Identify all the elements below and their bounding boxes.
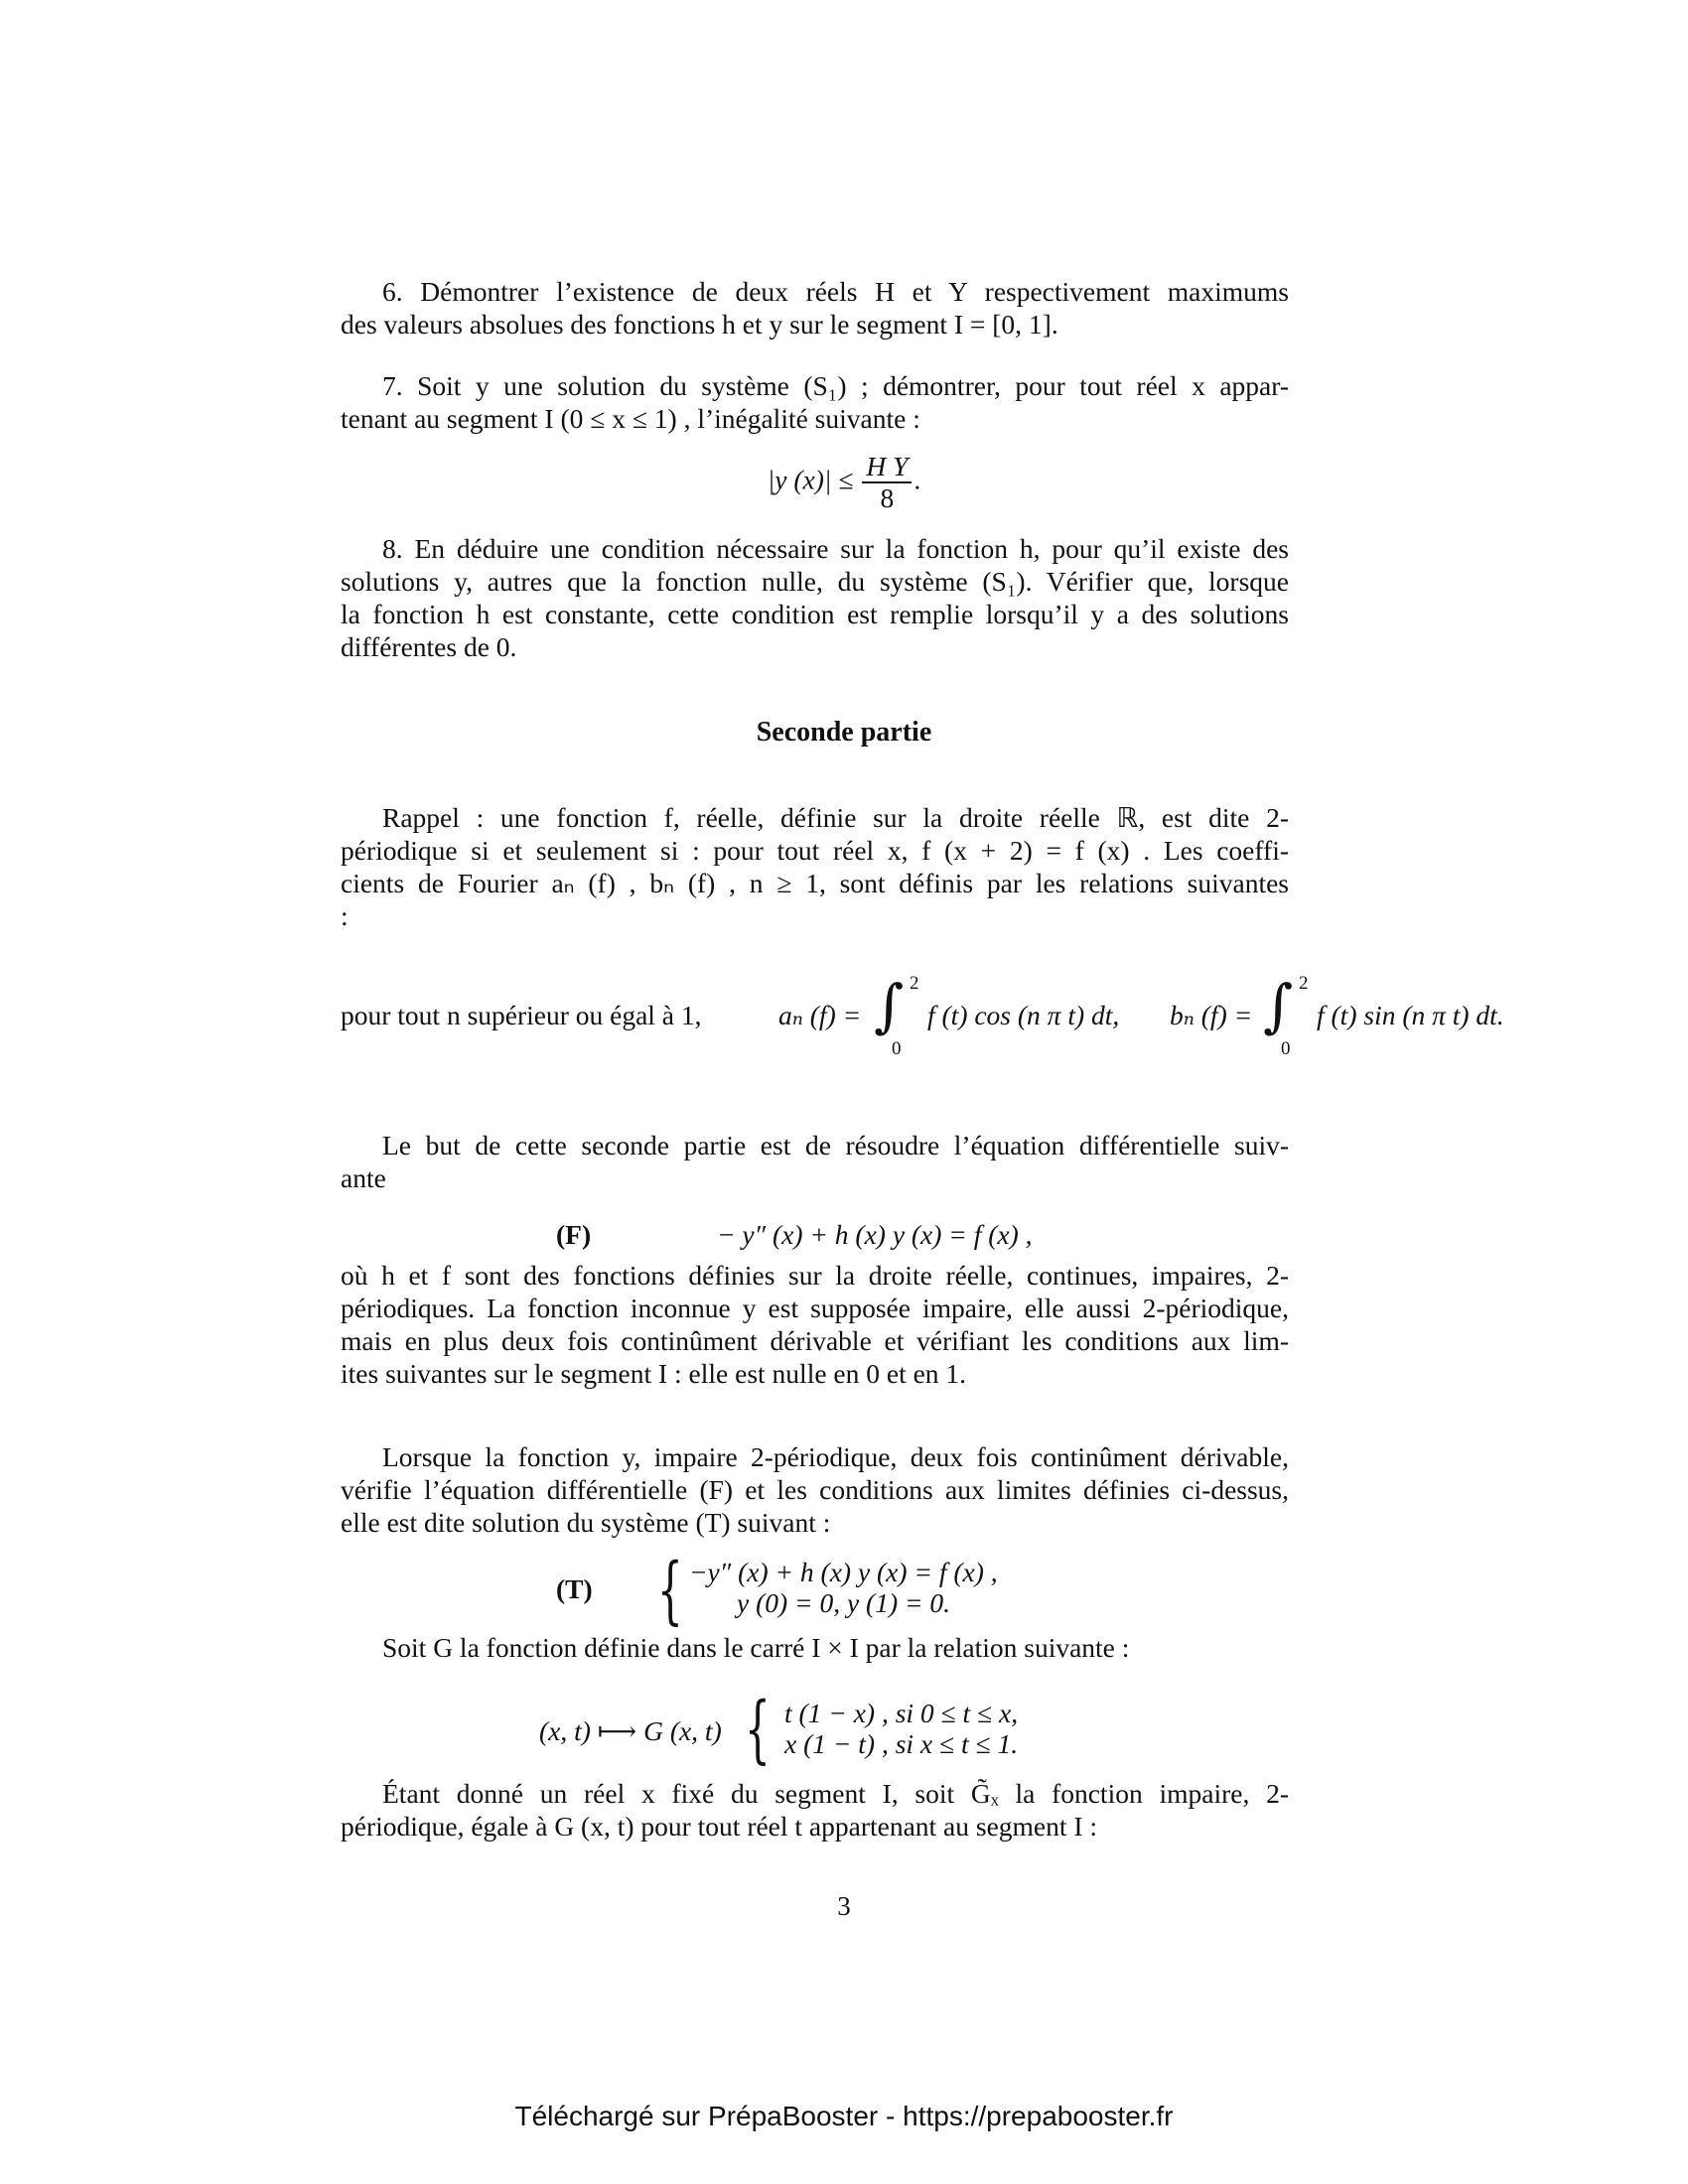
green-case-1: t (1 − x) , si 0 ≤ t ≤ x, bbox=[784, 1698, 1019, 1728]
download-footer: Téléchargé sur PrépaBooster - https://prepabooster.fr bbox=[514, 2101, 1174, 2131]
question-7 bbox=[341, 369, 1289, 435]
final-line-2: périodique, égale à G (x, t) pour tout réel t appartenant au segment I : bbox=[341, 1811, 1098, 1842]
green-map: (x, t) ⟼ G (x, t) bbox=[539, 1715, 722, 1746]
rappel-line-1: Rappel : une fonction f, réelle, définie sur la droite réelle ℝ, est dite 2- bbox=[382, 802, 1289, 833]
left-brace-icon: { bbox=[745, 1687, 771, 1772]
q8-line-1: 8. En déduire une condition nécessaire sur la fonction h, pour qu’il existe des bbox=[382, 533, 1289, 564]
green-intro: Soit G la fonction définie dans le carré I × I par la relation suivante : bbox=[382, 1632, 1130, 1663]
an-lhs: aₙ (f) = bbox=[778, 1000, 862, 1030]
fraction-denominator: 8 bbox=[880, 482, 895, 513]
integral-sign-bn: ∫ bbox=[1263, 972, 1294, 1039]
inequality-period: . bbox=[914, 464, 921, 495]
an-integrand: f (t) cos (n π t) dt, bbox=[927, 1000, 1120, 1030]
page-number: 3 bbox=[837, 1891, 851, 1921]
section-heading: Seconde partie bbox=[756, 717, 932, 748]
system-T-row-1: −y″ (x) + h (x) y (x) = f (x) , bbox=[689, 1557, 998, 1587]
bn-lhs: bₙ (f) = bbox=[1170, 1000, 1253, 1030]
system-T-row-2: y (0) = 0, y (1) = 0. bbox=[737, 1587, 951, 1618]
q6-line-2: des valeurs absolues des fonctions h et y sur le segment I = [0, 1]. bbox=[341, 309, 1058, 340]
inequality-lhs: |y (x)| ≤ bbox=[767, 464, 854, 495]
rappel-line-2: périodique si et seulement si : pour tout réel x, f (x + 2) = f (x) . Les coeffi- bbox=[341, 835, 1289, 866]
bn-integrand: f (t) sin (n π t) dt. bbox=[1317, 1000, 1504, 1030]
fourier-intro: pour tout n supérieur ou égal à 1, bbox=[341, 1000, 702, 1030]
q7-line-1: 7. Soit y une solution du système (S₁) ; démontrer, pour tout réel x appar- bbox=[382, 370, 1289, 401]
goal-paragraph bbox=[341, 1129, 1289, 1194]
question-8 bbox=[341, 532, 1289, 663]
goal-after-line-2: périodiques. La fonction inconnue y est supposée impaire, elle aussi 2-périodique, bbox=[341, 1293, 1289, 1323]
left-brace-icon: { bbox=[657, 1548, 683, 1633]
inequality-formula bbox=[0, 452, 1688, 513]
final-paragraph bbox=[341, 1777, 1289, 1843]
fraction bbox=[862, 452, 912, 513]
goal-line-2: ante bbox=[341, 1162, 386, 1193]
q7-line-2: tenant au segment I (0 ≤ x ≤ 1) , l’inégalité suivante : bbox=[341, 403, 920, 434]
system-paragraph bbox=[341, 1440, 1289, 1539]
system-T-label: (T) bbox=[556, 1573, 593, 1604]
q8-line-3: la fonction h est constante, cette condition est remplie lorsqu’il y a des solutions bbox=[341, 599, 1289, 629]
goal-after-paragraph bbox=[341, 1259, 1289, 1390]
q8-line-4: différentes de 0. bbox=[341, 631, 517, 662]
rappel-line-4: : bbox=[341, 900, 349, 931]
system-line-3: elle est dite solution du système (T) suivant : bbox=[341, 1507, 831, 1538]
green-case-2: x (1 − t) , si x ≤ t ≤ 1. bbox=[784, 1728, 1019, 1759]
q6-line-1: 6. Démontrer l’existence de deux réels H et Y respectivement maximums bbox=[382, 276, 1289, 307]
bn-upper-limit: 2 bbox=[1299, 973, 1309, 994]
goal-after-line-4: ites suivantes sur le segment I : elle est nulle en 0 et en 1. bbox=[341, 1358, 967, 1389]
q8-line-2: solutions y, autres que la fonction nulle, du système (S₁). Vérifier que, lorsque bbox=[341, 566, 1289, 597]
system-line-1: Lorsque la fonction y, impaire 2-périodique, deux fois continûment dérivable, bbox=[382, 1441, 1289, 1472]
goal-line-1: Le but de cette seconde partie est de résoudre l’équation différentielle suiv- bbox=[382, 1130, 1289, 1160]
system-line-2: vérifie l’équation différentielle (F) et les conditions aux limites définies ci-dessus, bbox=[341, 1474, 1289, 1505]
an-lower-limit: 0 bbox=[892, 1038, 902, 1059]
final-line-1: Étant donné un réel x fixé du segment I, soit G̃ₓ la fonction impaire, 2- bbox=[382, 1778, 1289, 1809]
goal-after-line-3: mais en plus deux fois continûment dérivable et vérifiant les conditions aux lim- bbox=[341, 1325, 1289, 1356]
equation-F-body: − y″ (x) + h (x) y (x) = f (x) , bbox=[717, 1219, 1033, 1250]
question-6 bbox=[341, 275, 1289, 341]
fraction-numerator: H Y bbox=[862, 452, 912, 483]
rappel-line-3: cients de Fourier aₙ (f) , bₙ (f) , n ≥ 1, sont définis par les relations suivantes bbox=[341, 868, 1289, 898]
an-upper-limit: 2 bbox=[910, 973, 919, 994]
bn-lower-limit: 0 bbox=[1281, 1038, 1291, 1059]
integral-sign-an: ∫ bbox=[874, 972, 905, 1039]
goal-after-line-1: où h et f sont des fonctions définies sur la droite réelle, continues, impaires, 2- bbox=[341, 1260, 1289, 1291]
rappel-paragraph bbox=[341, 801, 1289, 932]
equation-F-label: (F) bbox=[556, 1219, 592, 1250]
